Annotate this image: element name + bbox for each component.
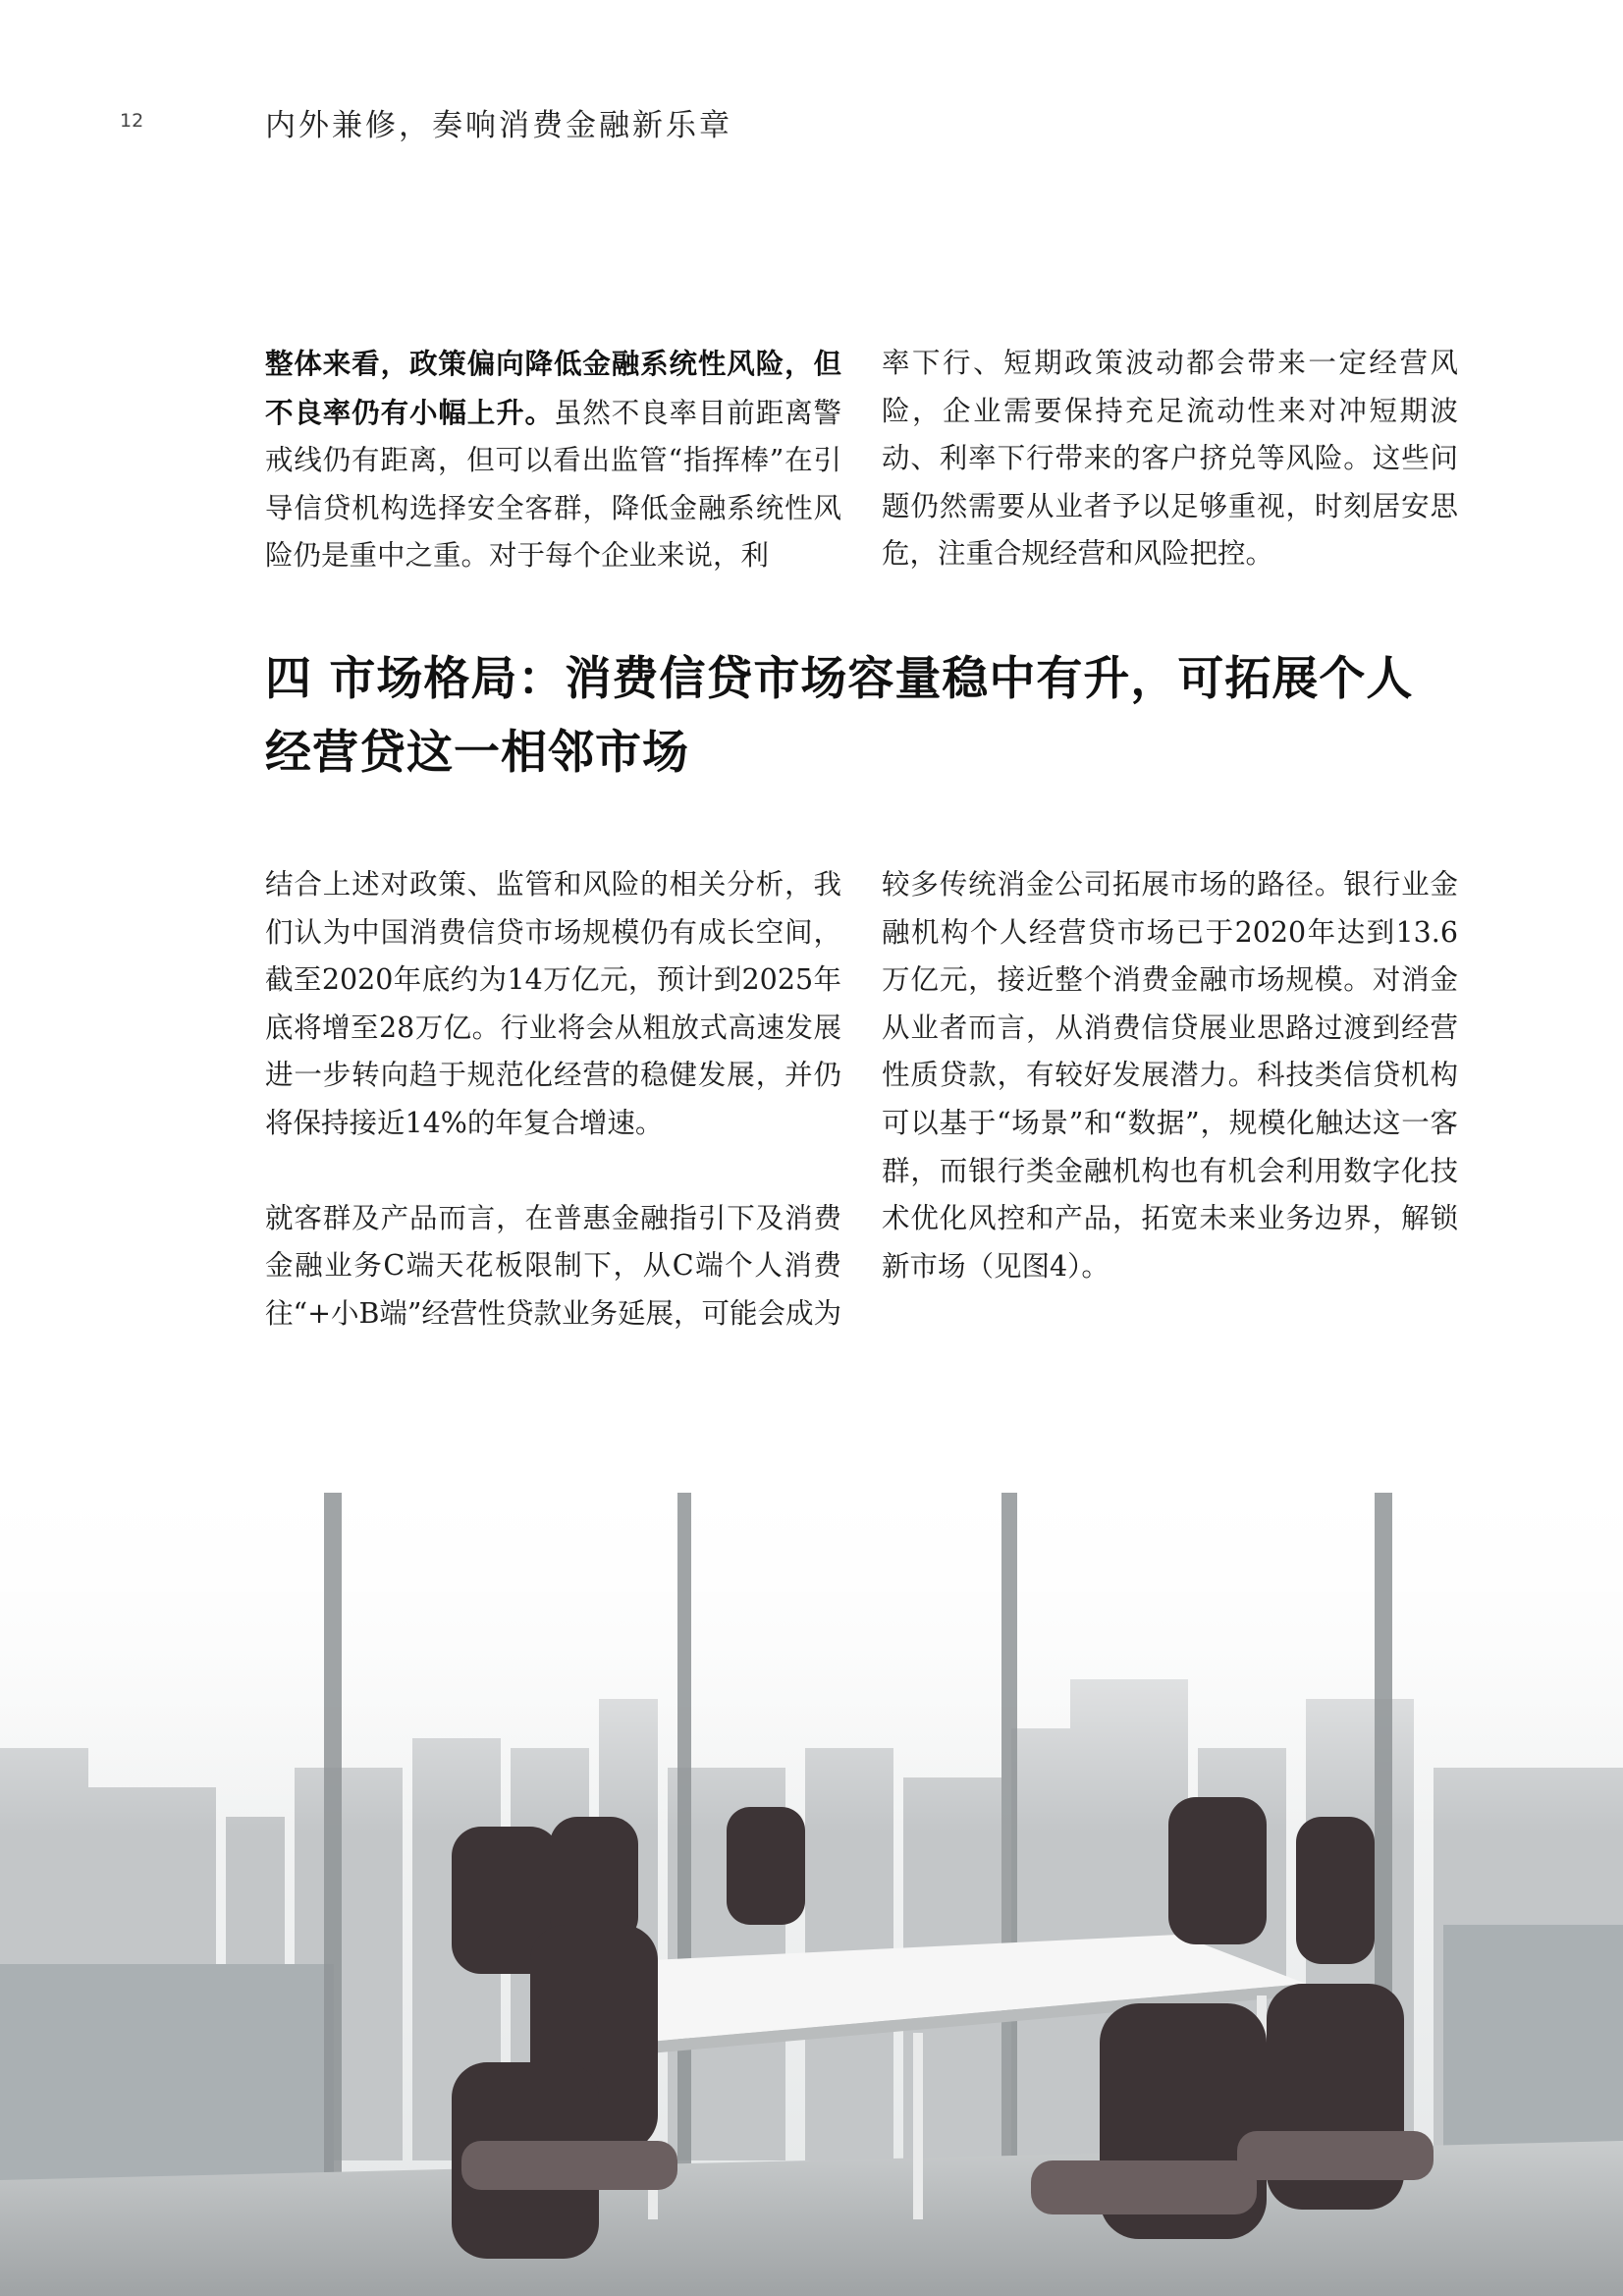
body-right-paragraph: 较多传统消金公司拓展市场的路径。银行业金融机构个人经营贷市场已于2020年达到13.6万亿元，接近整个消费金融市场规模。对消金从业者而言，从消费信贷展业思路过渡到经营性质贷款，有较好发展潜力。科技类信贷机构可以基于“场景”和“数据”，规模化触达这一客群，而银行类金融机构也有机会利用数字化技术优化风控和产品，拓宽未来业务边界，解锁新市场（见图4）。 xyxy=(882,868,1458,1283)
page-number: 12 xyxy=(120,110,144,132)
section-heading: 四 市场格局：消费信贷市场容量稳中有升，可拓展个人经营贷这一相邻市场 xyxy=(265,652,1414,780)
intro-columns xyxy=(265,340,1458,580)
intro-left-column xyxy=(265,340,841,580)
meeting-room-photo xyxy=(0,1453,1623,2296)
body-right-column xyxy=(882,861,1458,1338)
body-columns xyxy=(265,861,1458,1338)
body-left-paragraph-1: 结合上述对政策、监管和风险的相关分析，我们认为中国消费信贷市场规模仍有成长空间，截至2020年底约为14万亿元，预计到2025年底将增至28万亿。行业将会从粗放式高速发展进一步转向趋于规范化经营的稳健发展，并仍将保持接近14%的年复合增速。 xyxy=(265,868,841,1139)
intro-right-paragraph: 率下行、短期政策波动都会带来一定经营风险，企业需要保持充足流动性来对冲短期波动、利率下行带来的客户挤兑等风险。这些问题仍然需要从业者予以足够重视，时刻居安思危，注重合规经营和风险把控。 xyxy=(882,347,1458,571)
key-finding-bold: 整体来看，政策偏向降低金融系统性风险，但不良率仍有小幅上升。 xyxy=(265,347,841,429)
meeting-room-illustration xyxy=(0,1453,1623,2296)
body-left-paragraph-2: 就客群及产品而言，在普惠金融指引下及消费金融业务C端天花板限制下，从C端个人消费往“+小B端”经营性贷款业务延展，可能会成为 xyxy=(265,1201,841,1330)
running-title: 内外兼修，奏响消费金融新乐章 xyxy=(265,108,732,143)
intro-right-column xyxy=(882,340,1458,580)
intro-left-paragraph xyxy=(265,340,841,580)
intro-left-text: 虽然不良率目前距离警戒线仍有距离，但可以看出监管“指挥棒”在引导信贷机构选择安全客群，降低金融系统性风险仍是重中之重。对于每个企业来说，利 xyxy=(265,396,841,573)
body-left-column xyxy=(265,861,841,1338)
